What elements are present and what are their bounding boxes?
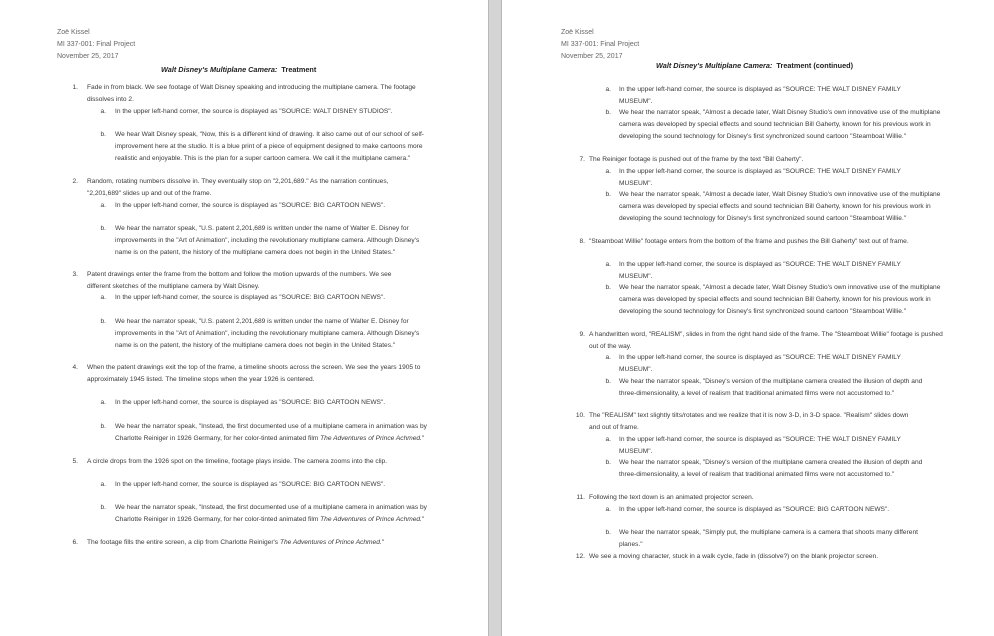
item-number: 7. bbox=[579, 156, 585, 163]
sub-label: b. bbox=[605, 191, 611, 198]
item-text: We see a moving character, stuck in a walk cycle, fade in (dissolve?) on the blank projector screen. bbox=[589, 553, 879, 560]
sub-text: We hear Walt Disney speak, "Now, this is a different kind of drawing. It also came out of our school of self-improvement here at the studio. It is a blue print of a piece of equipment designed to make cartoons more realistic and enjoyable. This is the plan for a super cartoon camera. We call it the multiplane camera." bbox=[115, 131, 424, 162]
header-date: November 25, 2017 bbox=[57, 53, 119, 60]
sub-text: In the upper left-hand corner, the source is displayed as "SOURCE: BIG CARTOON NEWS". bbox=[115, 399, 386, 406]
sub-label: b. bbox=[100, 225, 106, 232]
sub-text: In the upper left-hand corner, the source is displayed as "SOURCE: BIG CARTOON NEWS". bbox=[115, 481, 386, 488]
sub-text: We hear the narrator speak, "Almost a decade later, Walt Disney Studio's own innovative use of the multiplane camera was developed by special effects and sound technician Bill Gaherty, known for his previous work in developing the sound technology for Disney's first synchronized sound cartoon "Steamboat Willie." bbox=[619, 284, 941, 315]
item-number: 6. bbox=[72, 539, 78, 546]
item-text: The "REALISM" text slightly tilts/rotates and we realize that it is now 3-D, in 3-D space. "Realism" slides down and out of frame. bbox=[589, 412, 909, 431]
header-course: MI 337-001: Final Project bbox=[57, 41, 136, 48]
sub-label: a. bbox=[605, 506, 611, 513]
sub-text: We hear the narrator speak, "Simply put, the multiplane camera is a camera that shoots many different planes." bbox=[619, 529, 918, 548]
document-page-2 bbox=[502, 0, 994, 636]
title-main: Walt Disney's Multiplane Camera: bbox=[656, 61, 773, 70]
sub-label: a. bbox=[100, 481, 106, 488]
item-text: Random, rotating numbers dissolve in. They eventually stop on "2,201,689." As the narration continues, "2,201,689" slides up and out of the frame. bbox=[87, 178, 389, 197]
item-text: Following the text down is an animated projector screen. bbox=[589, 494, 754, 501]
sub-label: a. bbox=[605, 86, 611, 93]
item-number: 10. bbox=[575, 412, 585, 419]
header-date: November 25, 2017 bbox=[561, 53, 623, 60]
item-number: 3. bbox=[72, 271, 78, 278]
sub-label: a. bbox=[605, 261, 611, 268]
item-number: 4. bbox=[72, 364, 78, 371]
page-title bbox=[161, 65, 316, 74]
sub-text: In the upper left-hand corner, the source is displayed as "SOURCE: WALT DISNEY STUDIOS". bbox=[115, 108, 393, 115]
item-number: 9. bbox=[579, 331, 585, 338]
sub-label: a. bbox=[605, 436, 611, 443]
sub-text: We hear the narrator speak, "Instead, the first documented use of a multiplane camera in animation was by Charlotte Reiniger in 1926 Germany, for her color-tinted animated film The Adventures of Prince Achmed." bbox=[115, 423, 427, 442]
item-number: 1. bbox=[72, 84, 78, 91]
item-number: 11. bbox=[576, 494, 585, 501]
item-text: Patent drawings enter the frame from the bottom and follow the motion upwards of the numbers. We see different sketches of the multiplane camera by Walt Disney. bbox=[87, 271, 392, 290]
sub-text: We hear the narrator speak, "Almost a decade later, Walt Disney Studio's own innovative use of the multiplane camera was developed by special effects and sound technician Bill Gaherty, known for his previous work in developing the sound technology for Disney's first synchronized sound cartoon "Steamboat Willie." bbox=[619, 109, 941, 140]
title-main: Walt Disney's Multiplane Camera: bbox=[161, 65, 278, 74]
sub-label: a. bbox=[605, 168, 611, 175]
sub-label: b. bbox=[605, 459, 611, 466]
sub-label: a. bbox=[100, 399, 106, 406]
sub-text: In the upper left-hand corner, the source is displayed as "SOURCE: THE WALT DISNEY FAMILY MUSEUM". bbox=[619, 86, 901, 105]
title-suffix: Treatment bbox=[281, 65, 317, 74]
sub-label: b. bbox=[100, 423, 106, 430]
header-author: Zoë Kissel bbox=[561, 29, 594, 36]
sub-text: In the upper left-hand corner, the source is displayed as "SOURCE: BIG CARTOON NEWS". bbox=[619, 506, 890, 513]
item-text: The Reiniger footage is pushed out of the frame by the text "Bill Gaherty". bbox=[589, 156, 804, 163]
item-number: 5. bbox=[72, 458, 78, 465]
sub-label: b. bbox=[605, 109, 611, 116]
item-text: When the patent drawings exit the top of the frame, a timeline shoots across the screen. We see the years 1905 to approximately 1945 listed. The timeline stops when the year 1926 is centered. bbox=[87, 364, 421, 383]
sub-text: In the upper left-hand corner, the source is displayed as "SOURCE: THE WALT DISNEY FAMILY MUSEUM". bbox=[619, 354, 901, 373]
sub-text: In the upper left-hand corner, the source is displayed as "SOURCE: THE WALT DISNEY FAMILY MUSEUM". bbox=[619, 261, 901, 280]
sub-text: We hear the narrator speak, "Disney's version of the multiplane camera created the illusion of depth and three-dimensionality, a level of realism that traditional animated films were not accustomed to." bbox=[619, 459, 923, 478]
header-author: Zoë Kissel bbox=[57, 29, 90, 36]
sub-label: b. bbox=[100, 504, 106, 511]
sub-text: We hear the narrator speak, "Almost a decade later, Walt Disney Studio's own innovative use of the multiplane camera was developed by special effects and sound technician Bill Gaherty, known for his previous work in developing the sound technology for Disney's first synchronized sound cartoon "Steamboat Willie." bbox=[619, 191, 941, 222]
sub-text: We hear the narrator speak, "U.S. patent 2,201,689 is written under the name of Walter E. Disney for improvements in the "Art of Animation", including the revolutionary multiplane camera. Although Disney's name is on the patent, the history of the multiplane camera does not begin in the United States." bbox=[115, 318, 420, 349]
item-number: 2. bbox=[72, 178, 78, 185]
sub-text: In the upper left-hand corner, the source is displayed as "SOURCE: BIG CARTOON NEWS". bbox=[115, 202, 386, 209]
item-text: Fade in from black. We see footage of Walt Disney speaking and introducing the multiplane camera. The footage dissolves into 2. bbox=[87, 84, 416, 103]
title-suffix: Treatment (continued) bbox=[776, 61, 854, 70]
sub-text: In the upper left-hand corner, the source is displayed as "SOURCE: THE WALT DISNEY FAMILY MUSEUM". bbox=[619, 168, 901, 187]
sub-label: b. bbox=[605, 378, 611, 385]
page-gap bbox=[488, 0, 502, 636]
sub-text: We hear the narrator speak, "U.S. patent 2,201,689 is written under the name of Walter E. Disney for improvements in the "Art of Animation", including the revolutionary multiplane camera. Although Disney's name is on the patent, the history of the multiplane camera does not begin in the United States." bbox=[115, 225, 420, 256]
sub-label: b. bbox=[100, 318, 106, 325]
sub-text: In the upper left-hand corner, the source is displayed as "SOURCE: BIG CARTOON NEWS". bbox=[115, 294, 386, 301]
page-title bbox=[656, 61, 853, 70]
sub-label: b. bbox=[605, 529, 611, 536]
item-number: 12. bbox=[575, 553, 585, 560]
item-text: A circle drops from the 1926 spot on the timeline, footage plays inside. The camera zooms into the clip. bbox=[87, 458, 388, 465]
header-course: MI 337-001: Final Project bbox=[561, 41, 640, 48]
sub-label: a. bbox=[100, 294, 106, 301]
item-text: "Steamboat Willie" footage enters from the bottom of the frame and pushes the Bill Gaherty" text out of frame. bbox=[589, 238, 909, 245]
sub-label: b. bbox=[100, 131, 106, 138]
sub-text: We hear the narrator speak, "Disney's version of the multiplane camera created the illusion of depth and three-dimensionality, a level of realism that traditional animated films were not accustomed to." bbox=[619, 378, 923, 397]
sub-label: a. bbox=[100, 108, 106, 115]
sub-label: a. bbox=[100, 202, 106, 209]
document-page-1 bbox=[0, 0, 488, 636]
item-text: The footage fills the entire screen, a clip from Charlotte Reiniger's The Adventures of Prince Achmed." bbox=[87, 539, 385, 546]
sub-label: a. bbox=[605, 354, 611, 361]
sub-text: In the upper left-hand corner, the source is displayed as "SOURCE: THE WALT DISNEY FAMILY MUSEUM". bbox=[619, 436, 901, 455]
item-number: 8. bbox=[579, 238, 585, 245]
item-text: A handwritten word, "REALISM", slides in from the right hand side of the frame. The "Steamboat Willie" footage is pushed out of the way. bbox=[589, 331, 943, 350]
sub-text: We hear the narrator speak, "Instead, the first documented use of a multiplane camera in animation was by Charlotte Reiniger in 1926 Germany, for her color-tinted animated film The Adventures of Prince Achmed." bbox=[115, 504, 427, 523]
sub-label: b. bbox=[605, 284, 611, 291]
